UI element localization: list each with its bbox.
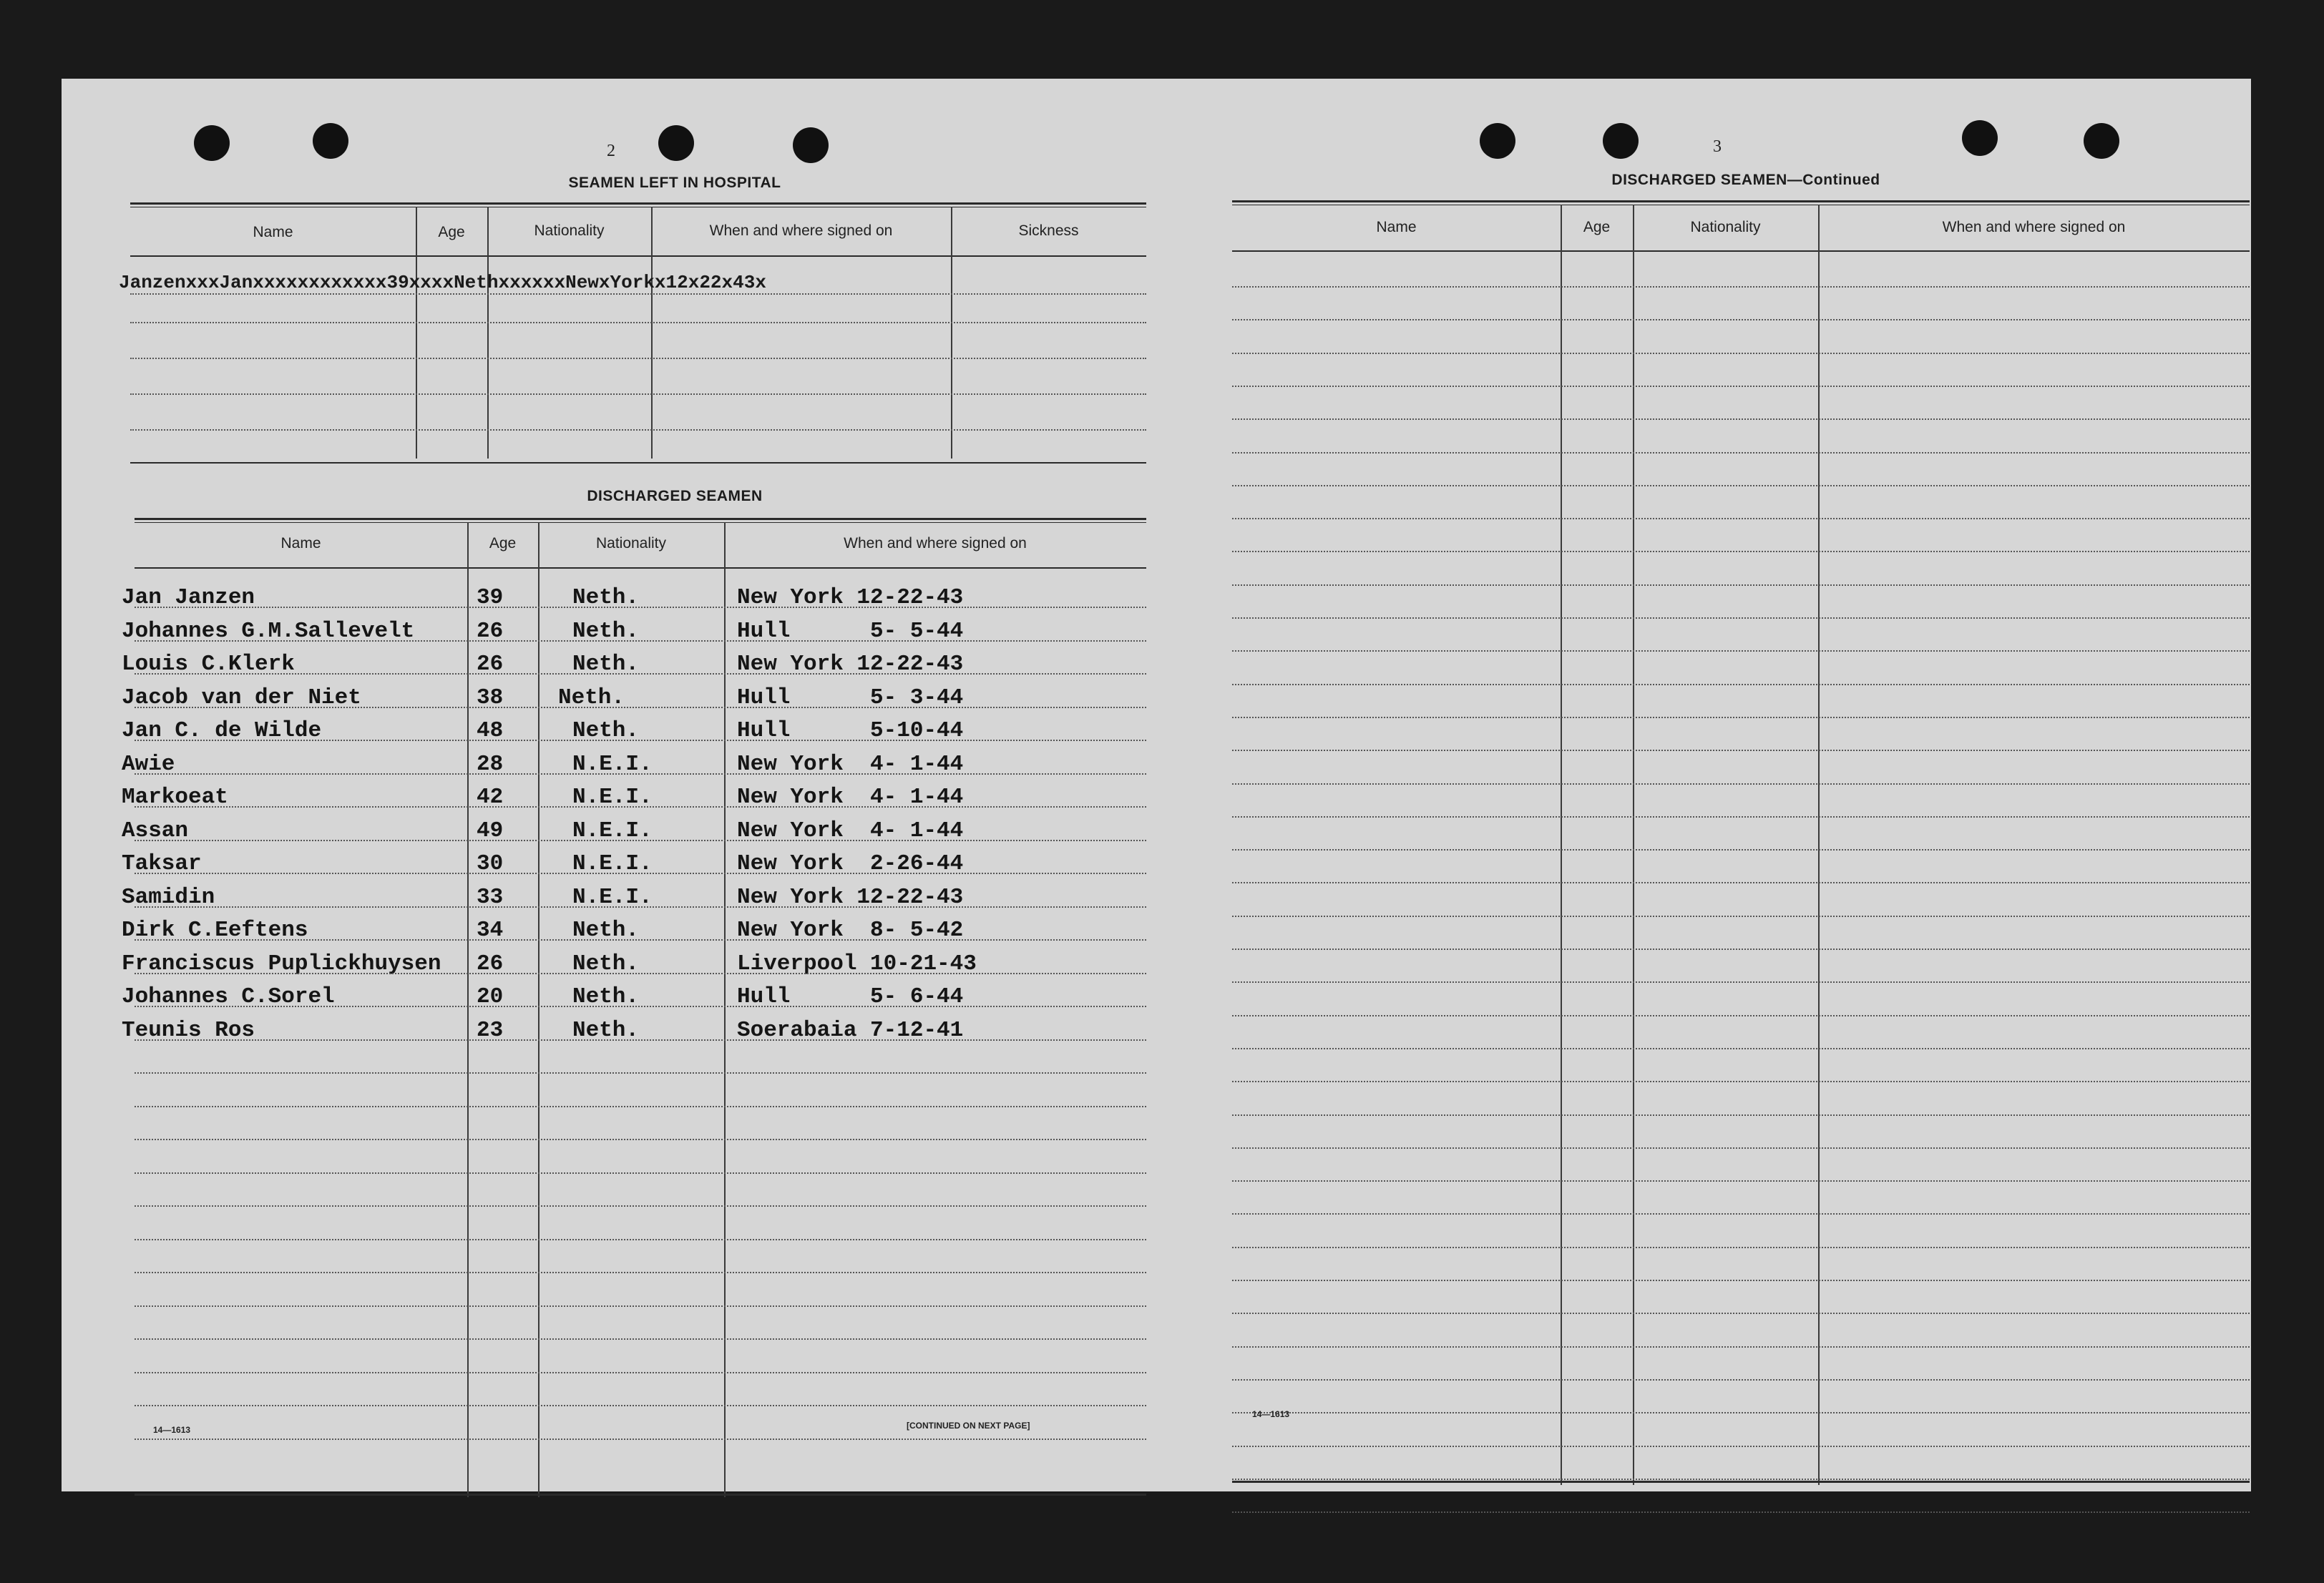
row-age: 48 — [477, 718, 504, 743]
row-line — [1232, 1114, 2250, 1116]
row-line — [1232, 981, 2250, 983]
row-name: Franciscus Puplickhuysen — [122, 951, 441, 976]
punch-hole — [194, 125, 230, 161]
page-number: 2 — [607, 142, 615, 160]
discharged-continued-title: DISCHARGED SEAMEN—Continued — [1611, 172, 1880, 188]
row-line — [1232, 684, 2250, 685]
header-bottom-rule — [1232, 250, 2250, 252]
document-sheet — [62, 79, 2251, 1491]
row-line — [135, 740, 1146, 741]
row-line — [1232, 617, 2250, 619]
row-name: Jacob van der Niet — [122, 685, 361, 710]
row-age: 30 — [477, 851, 504, 876]
row-line — [135, 1338, 1146, 1340]
row-age: 33 — [477, 884, 504, 910]
row-signed: New York 12-22-43 — [737, 884, 964, 910]
row-line — [1232, 1247, 2250, 1248]
row-age: 49 — [477, 818, 504, 843]
row-line — [1232, 1379, 2250, 1381]
row-line — [1232, 1213, 2250, 1215]
row-line — [1232, 650, 2250, 652]
row-line — [1232, 286, 2250, 288]
column-divider — [1633, 205, 1634, 1485]
column-header-sickness: Sickness — [1018, 222, 1079, 239]
row-line — [1232, 584, 2250, 586]
column-header-age: Age — [1583, 219, 1611, 235]
row-line — [135, 806, 1146, 808]
column-divider — [651, 207, 653, 459]
row-signed: New York 4- 1-44 — [737, 818, 964, 843]
row-nationality: Neth. — [572, 984, 640, 1009]
column-header-name: Name — [280, 535, 321, 552]
table-top-rule — [135, 518, 1146, 520]
row-line — [1232, 386, 2250, 387]
row-line — [1232, 485, 2250, 486]
column-header-nationality: Nationality — [534, 222, 605, 239]
row-nationality: Neth. — [572, 652, 640, 677]
struck-entry: JanzenxxxJanxxxxxxxxxxxx39xxxxNethxxxxxxNewxYorkx12x22x43x — [119, 272, 766, 293]
continued-note: [CONTINUED ON NEXT PAGE] — [907, 1421, 1030, 1431]
punch-hole — [1962, 120, 1998, 156]
hospital-section-title: SEAMEN LEFT IN HOSPITAL — [568, 175, 781, 191]
punch-hole — [1480, 123, 1515, 159]
row-line — [1232, 750, 2250, 751]
row-line — [135, 1205, 1146, 1207]
row-line — [1232, 1446, 2250, 1447]
row-line — [135, 840, 1146, 841]
row-line — [135, 973, 1146, 974]
row-line — [135, 607, 1146, 608]
column-header-signed-on: When and where signed on — [709, 222, 893, 239]
row-age: 23 — [477, 1017, 504, 1043]
column-divider — [487, 207, 489, 459]
row-name: Jan C. de Wilde — [122, 718, 322, 743]
row-name: Samidin — [122, 884, 215, 910]
row-line — [1232, 1081, 2250, 1082]
row-signed: New York 4- 1-44 — [737, 785, 964, 810]
row-signed: Soerabaia 7-12-41 — [737, 1017, 964, 1043]
row-line — [135, 1405, 1146, 1406]
column-header-name: Name — [1376, 219, 1417, 235]
row-line — [1232, 518, 2250, 519]
row-line — [135, 873, 1146, 874]
row-signed: New York 4- 1-44 — [737, 751, 964, 777]
row-age: 20 — [477, 984, 504, 1009]
column-divider — [538, 522, 540, 1497]
row-nationality: N.E.I. — [572, 818, 653, 843]
row-line — [135, 1439, 1146, 1440]
row-signed: New York 12-22-43 — [737, 585, 964, 610]
row-signed: New York 12-22-43 — [737, 652, 964, 677]
table-top-rule — [135, 522, 1146, 523]
row-signed: Hull 5-10-44 — [737, 718, 964, 743]
row-age: 38 — [477, 685, 504, 710]
row-line — [135, 640, 1146, 642]
row-line — [1232, 1180, 2250, 1182]
column-divider — [951, 207, 952, 459]
row-line — [1232, 319, 2250, 320]
table-bottom-rule — [1232, 1481, 2250, 1483]
row-line — [1232, 1511, 2250, 1513]
header-bottom-rule — [130, 255, 1146, 257]
row-line — [1232, 418, 2250, 420]
row-nationality: Neth. — [572, 618, 640, 644]
row-line — [1232, 1015, 2250, 1016]
row-nationality: Neth. — [572, 951, 640, 976]
page-number: 3 — [1713, 137, 1722, 156]
row-nationality: Neth. — [572, 918, 640, 943]
row-nationality: N.E.I. — [572, 851, 653, 876]
punch-hole — [313, 123, 348, 159]
row-signed: New York 2-26-44 — [737, 851, 964, 876]
row-line — [135, 1172, 1146, 1174]
column-divider — [724, 522, 726, 1497]
row-line — [1232, 1048, 2250, 1049]
column-header-signed-on: When and where signed on — [844, 535, 1027, 552]
row-age: 34 — [477, 918, 504, 943]
punch-hole — [658, 125, 694, 161]
row-line — [135, 1072, 1146, 1074]
column-divider — [416, 207, 417, 459]
row-line — [1232, 1412, 2250, 1413]
table-bottom-rule — [130, 462, 1146, 464]
punch-hole — [2084, 123, 2119, 159]
row-name: Teunis Ros — [122, 1017, 255, 1043]
row-line — [130, 393, 1146, 395]
row-name: Johannes C.Sorel — [122, 984, 335, 1009]
form-number: 14—1613 — [1252, 1409, 1290, 1419]
row-age: 26 — [477, 951, 504, 976]
row-name: Louis C.Klerk — [122, 652, 295, 677]
row-line — [1232, 816, 2250, 818]
row-line — [135, 1272, 1146, 1273]
row-signed: Hull 5- 5-44 — [737, 618, 964, 644]
row-nationality: N.E.I. — [572, 785, 653, 810]
row-line — [1232, 1346, 2250, 1348]
table-top-rule — [130, 202, 1146, 205]
row-line — [1232, 1479, 2250, 1480]
row-line — [135, 1239, 1146, 1240]
row-signed: Liverpool 10-21-43 — [737, 951, 977, 976]
column-divider — [467, 522, 469, 1497]
row-line — [135, 1106, 1146, 1107]
row-line — [1232, 783, 2250, 785]
column-header-nationality: Nationality — [595, 535, 667, 552]
row-line — [130, 429, 1146, 431]
row-line — [135, 1139, 1146, 1140]
row-line — [130, 293, 1146, 295]
row-line — [135, 1305, 1146, 1307]
column-divider — [1561, 205, 1562, 1485]
row-line — [1232, 452, 2250, 454]
row-line — [1232, 717, 2250, 718]
column-header-signed-on: When and where signed on — [1942, 219, 2126, 235]
row-line — [1232, 1147, 2250, 1149]
row-line — [135, 673, 1146, 675]
row-nationality: N.E.I. — [572, 884, 653, 910]
row-name: Dirk C.Eeftens — [122, 918, 308, 943]
row-age: 28 — [477, 751, 504, 777]
row-line — [135, 707, 1146, 708]
row-name: Awie — [122, 751, 175, 777]
row-nationality: Neth. — [572, 1017, 640, 1043]
form-number: 14—1613 — [153, 1425, 191, 1435]
row-signed: Hull 5- 6-44 — [737, 984, 964, 1009]
column-header-age: Age — [489, 535, 517, 552]
row-line — [135, 773, 1146, 775]
row-name: Markoeat — [122, 785, 228, 810]
row-age: 26 — [477, 618, 504, 644]
row-nationality: N.E.I. — [572, 751, 653, 777]
row-line — [1232, 849, 2250, 851]
row-line — [1232, 353, 2250, 354]
row-line — [1232, 1280, 2250, 1281]
row-line — [135, 906, 1146, 908]
row-name: Taksar — [122, 851, 202, 876]
row-nationality: Neth. — [558, 685, 625, 710]
row-line — [1232, 882, 2250, 883]
row-nationality: Neth. — [572, 585, 640, 610]
table-bottom-rule — [135, 1494, 1146, 1496]
row-line — [1232, 949, 2250, 950]
row-age: 42 — [477, 785, 504, 810]
row-name: Jan Janzen — [122, 585, 255, 610]
row-line — [130, 358, 1146, 359]
discharged-section-title: DISCHARGED SEAMEN — [587, 488, 763, 504]
row-name: Johannes G.M.Sallevelt — [122, 618, 415, 644]
header-bottom-rule — [135, 567, 1146, 569]
row-line — [1232, 551, 2250, 552]
punch-hole — [793, 127, 829, 163]
column-header-name: Name — [253, 224, 293, 240]
row-line — [135, 1372, 1146, 1373]
row-line — [135, 1039, 1146, 1041]
row-line — [1232, 1313, 2250, 1314]
punch-hole — [1603, 123, 1639, 159]
row-line — [130, 322, 1146, 323]
row-nationality: Neth. — [572, 718, 640, 743]
row-line — [1232, 916, 2250, 917]
column-header-age: Age — [438, 224, 465, 240]
table-top-rule — [1232, 200, 2250, 202]
row-age: 26 — [477, 652, 504, 677]
column-divider — [1818, 205, 1820, 1485]
row-name: Assan — [122, 818, 189, 843]
row-age: 39 — [477, 585, 504, 610]
row-signed: New York 8- 5-42 — [737, 918, 964, 943]
row-line — [135, 939, 1146, 941]
column-header-nationality: Nationality — [1690, 219, 1761, 235]
row-line — [135, 1006, 1146, 1007]
row-signed: Hull 5- 3-44 — [737, 685, 964, 710]
